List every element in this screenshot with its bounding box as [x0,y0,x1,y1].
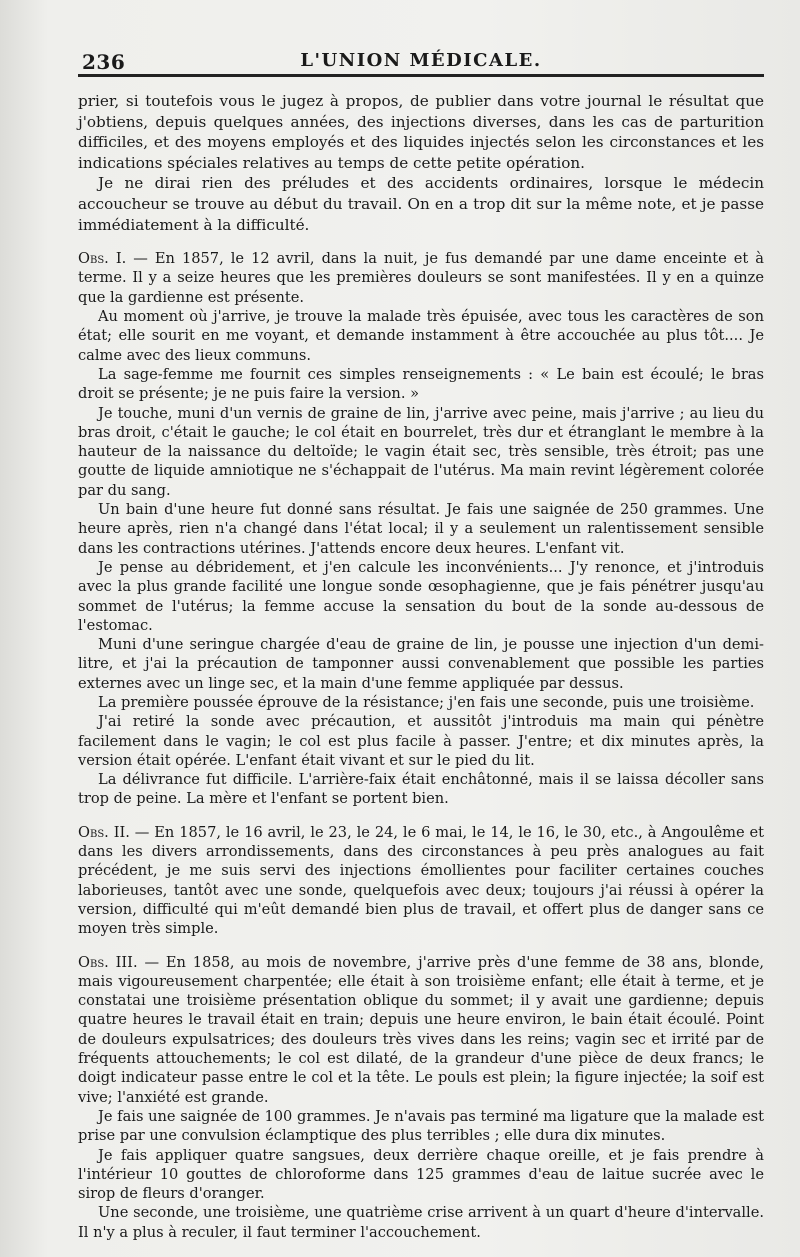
body-text [78,91,764,1242]
paragraph: Je pense au débridement, et j'en calcule les inconvénients... J'y renonce, et j'introduis avec la plus grande facilité une longue sonde œsophagienne, que je fais pénétrer jusqu'au sommet de l'utérus; la femme accuse la sensation du bout de la sonde au-dessous de l'estomac. [78,558,764,634]
observation-text: — En 1858, au mois de novembre, j'arrive près d'une femme de 38 ans, blonde, mais vigoureusement charpentée; elle était à son troisième enfant; elle était à terme, et je constatai une troisième présentation oblique du sommet; il y avait une gardienne; depuis quatre heures le travail était en train; depuis une heure environ, le bain était écoulé. Point de douleurs expulsatrices; des douleurs très vives dans les reins; vagin sec et irrité par de fréquents attouchements; le col est dilaté, de la grandeur d'une pièce de deux francs; le doigt indicateur passe entre le col et la tête. Le pouls est plein; la figure injectée; la soif est vive; l'anxiété est grande. [78,953,765,1106]
page-number: 236 [82,50,126,74]
paragraph: La première poussée éprouve de la résistance; j'en fais une seconde, puis une troisième. [98,693,755,711]
observation-label: Obs. III. [78,953,138,971]
paragraph: Une seconde, une troisième, une quatrième crise arrivent à un quart d'heure d'intervalle. Il n'y a plus à reculer, il faut terminer l'accouchement. [78,1204,764,1241]
paragraph: Je fais une saignée de 100 grammes. Je n'avais pas terminé ma ligature que la malade est prise par une convulsion éclamptique des plus terribles ; elle dura dix minutes. [78,1107,764,1145]
observation-paragraph [78,823,764,939]
paragraph: Je touche, muni d'un vernis de graine de lin, j'arrive avec peine, mais j'arrive ; au lieu du bras droit, c'était le gauche; le col était en bourrelet, très dur et étranglant le membre à la hauteur de la naissance du deltoïde; le vagin était sec, très sensible, très étroit; pas une goutte de liquide amniotique ne s'échappait de l'utérus. Ma main revint légèrement colorée par du sang. [78,404,764,499]
page-header [78,44,764,77]
paragraph: Muni d'une seringue chargée d'eau de graine de lin, je pousse une injection d'un demi-litre, et j'ai la précaution de tamponner aussi convenablement que possible les parties externes avec un linge sec, et la main d'une femme appliquée par dessus. [78,636,764,692]
paragraph: Au moment où j'arrive, je trouve la malade très épuisée, avec tous les caractères de son état; elle sourit en me voyant, et demande instamment à être accouchée au plus tôt.... Je calme avec des lieux communs. [78,308,764,364]
observation-text: — En 1857, le 12 avril, dans la nuit, je fus demandé par une dame enceinte et à terme. Il y a seize heures que les premières douleurs se sont manifestées. Il y en a quinze que la gardienne est présente. [78,250,764,306]
paragraph: Je ne dirai rien des préludes et des accidents ordinaires, lorsque le médecin accoucheur se trouve au début du travail. On en a trop dit sur la même note, et je passe immédiatement à la difficulté. [78,174,764,234]
observation-label: Obs. I. [78,250,127,268]
paragraph: Je fais appliquer quatre sangsues, deux derrière chaque oreille, et je fais prendre à l'intérieur 10 gouttes de chloroforme dans 125 grammes d'eau de laitue sucrée avec le sirop de fleurs d'oranger. [78,1146,764,1203]
observation-text: — En 1857, le 16 avril, le 23, le 24, le 6 mai, le 14, le 16, le 30, etc., à Angoulême et dans les divers arrondissements, dans des circonstances à peu près analogues au fait précédent, je me suis servi des injections émollientes pour faciliter certaines couches laborieuses, tantôt avec une sonde, quelquefois avec deux; toujours j'ai réussi à opérer la version, difficulté qui m'eût demandé bien plus de travail, et offert plus de danger sans ce moyen très simple. [78,823,765,938]
running-head: L'UNION MÉDICALE. [300,50,542,71]
paragraph: prier, si toutefois vous le jugez à propos, de publier dans votre journal le résultat que j'obtiens, depuis quelques années, des injections diverses, dans les cas de parturition difficiles, et des moyens employés et des liquides injectés selon les circonstances et les indications spéciales relatives au temps de cette petite opération. [78,92,764,172]
paragraph: La sage-femme me fournit ces simples renseignements : « Le bain est écoulé; le bras droit se présente; je ne puis faire la version. » [78,365,764,403]
observation-paragraph [78,953,764,1107]
observation-paragraph [78,249,764,307]
observation-label: Obs. II. [78,823,130,841]
paragraph: Un bain d'une heure fut donné sans résultat. Je fais une saignée de 250 grammes. Une heure après, rien n'a changé dans l'état local; il y a seulement un ralentissement sensible dans les contractions utérines. J'attends encore deux heures. L'enfant vit. [78,501,764,557]
paragraph: J'ai retiré la sonde avec précaution, et aussitôt j'introduis ma main qui pénètre facilement dans le vagin; le col est plus facile à passer. J'entre; et dix minutes après, la version était opérée. L'enfant était vivant et sur le pied du lit. [78,713,764,769]
paragraph: La délivrance fut difficile. L'arrière-faix était enchâtonné, mais il se laissa décoller sans trop de peine. La mère et l'enfant se portent bien. [78,771,764,808]
